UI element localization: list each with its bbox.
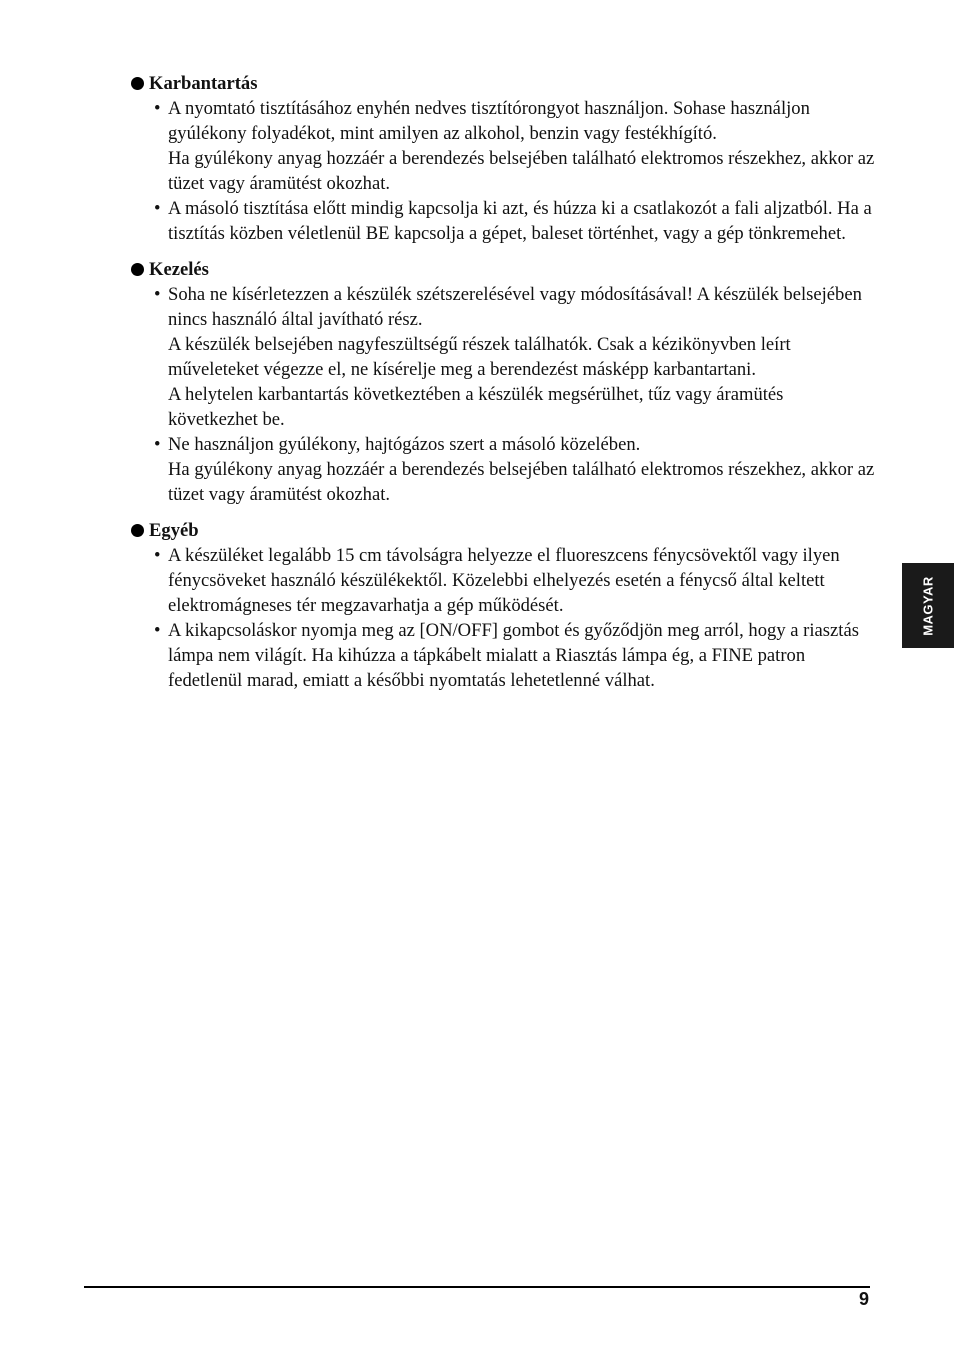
footer-divider bbox=[84, 1286, 870, 1288]
paragraph: Ha gyúlékony anyag hozzáér a berendezés belsejében található elektromos részekhez, akkor az tüzet vagy áramütést okozhat. bbox=[168, 459, 875, 505]
bullet-dot-icon bbox=[131, 77, 144, 90]
list-item bbox=[131, 432, 876, 507]
document-body bbox=[131, 71, 876, 704]
paragraph: A készülék belsejében nagyfeszültségű részek találhatók. Csak a kézikönyvben leírt műveleteket végezze el, ne kísérelje meg a berendezést másképp karbantartani. bbox=[168, 334, 791, 380]
paragraph: Soha ne kísérletezzen a készülék szétszerelésével vagy módosításával! A készülék belsejében nincs használó által javítható rész. bbox=[168, 284, 862, 330]
bullet-icon: • bbox=[154, 98, 161, 119]
list-item bbox=[131, 618, 876, 693]
bullet-dot-icon bbox=[131, 524, 144, 537]
section-title: Kezelés bbox=[149, 259, 209, 280]
page-number: 9 bbox=[858, 1289, 869, 1309]
section-egyeb bbox=[131, 518, 876, 693]
bullet-icon: • bbox=[154, 198, 161, 219]
language-tab-label: MAGYAR bbox=[920, 575, 936, 636]
list-item bbox=[131, 282, 876, 432]
section-karbantartas bbox=[131, 71, 876, 246]
paragraph: A nyomtató tisztításához enyhén nedves tisztítórongyot használjon. Sohase használjon gyúlékony folyadékot, mint amilyen az alkohol, benzin vagy festékhígító. bbox=[168, 98, 810, 144]
section-kezeles bbox=[131, 257, 876, 507]
list-item bbox=[131, 196, 876, 246]
list-item bbox=[131, 543, 876, 618]
bullet-icon: • bbox=[154, 284, 161, 305]
paragraph: Ne használjon gyúlékony, hajtógázos szert a másoló közelében. bbox=[168, 434, 641, 455]
paragraph: A kikapcsoláskor nyomja meg az [ON/OFF] gombot és győződjön meg arról, hogy a riasztás lámpa nem világít. Ha kihúzza a tápkábelt mialatt a Riasztás lámpa ég, a FINE patron fedetlenül marad, emiatt a későbbi nyomtatás lehetetlenné válhat. bbox=[168, 620, 859, 691]
bullet-icon: • bbox=[154, 545, 161, 566]
section-heading bbox=[131, 257, 876, 282]
paragraph: A készüléket legalább 15 cm távolságra helyezze el fluoreszcens fénycsövektől vagy ilyen fénycsöveket használó készülékektől. Közelebbi elhelyezés esetén a fénycső által keltett elektromágneses tér megzavarhatja a gép működését. bbox=[168, 545, 840, 616]
bullet-icon: • bbox=[154, 620, 161, 641]
section-heading bbox=[131, 71, 876, 96]
list-item bbox=[131, 96, 876, 196]
bullet-dot-icon bbox=[131, 263, 144, 276]
paragraph: Ha gyúlékony anyag hozzáér a berendezés belsejében található elektromos részekhez, akkor az tüzet vagy áramütést okozhat. bbox=[168, 148, 875, 194]
section-title: Egyéb bbox=[149, 520, 199, 541]
bullet-icon: • bbox=[154, 434, 161, 455]
section-heading bbox=[131, 518, 876, 543]
paragraph: A helytelen karbantartás következtében a készülék megsérülhet, tűz vagy áramütés következhet be. bbox=[168, 384, 784, 430]
language-tab bbox=[902, 563, 954, 648]
section-title: Karbantartás bbox=[149, 73, 258, 94]
paragraph: A másoló tisztítása előtt mindig kapcsolja ki azt, és húzza ki a csatlakozót a fali aljzatból. Ha a tisztítás közben véletlenül BE kapcsolja a gépet, baleset történhet, vagy a gép tönkremehet. bbox=[168, 198, 872, 244]
